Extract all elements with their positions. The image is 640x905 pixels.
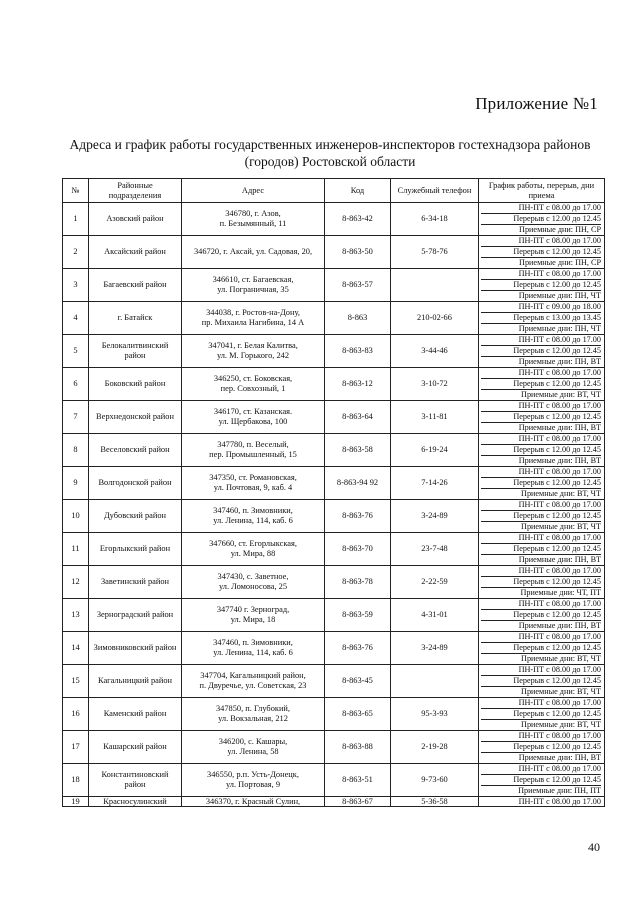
- row-number: 9: [63, 467, 89, 500]
- district-name: Заветинский район: [89, 566, 182, 599]
- schedule-line: Приемные дни: ВТ, ЧТ: [521, 720, 601, 729]
- schedule-line: Перерыв с 12.00 до 12.45: [481, 511, 601, 522]
- address-line: ул. Ленина, 114, каб. 6: [213, 648, 293, 657]
- schedule-line: Приемные дни: ВТ, ЧТ: [521, 489, 601, 498]
- schedule-cell: [479, 368, 605, 401]
- row-number: 3: [63, 269, 89, 302]
- district-name: Дубовский район: [89, 500, 182, 533]
- address-line: ул. Ленина, 114, каб. 6: [213, 516, 293, 525]
- office-phone: 5-78-76: [391, 236, 479, 269]
- address-line: 346550, р.п. Усть-Донецк,: [207, 769, 299, 779]
- schedule-cell: [479, 599, 605, 632]
- schedule-line: ПН-ПТ с 08.00 до 17.00: [481, 434, 601, 445]
- schedule-line: Перерыв с 12.00 до 12.45: [481, 676, 601, 687]
- office-phone: 5-36-58: [391, 797, 479, 807]
- address-cell: [182, 434, 325, 467]
- address-line: ул. М. Горького, 242: [216, 351, 290, 360]
- schedule-line: Приемные дни: ПН, ВТ: [518, 357, 601, 366]
- address-cell: [182, 797, 325, 807]
- schedule-cell: [479, 764, 605, 797]
- address-cell: [182, 599, 325, 632]
- row-number: 6: [63, 368, 89, 401]
- table-header: [63, 179, 605, 203]
- schedule-line: Приемные дни: ВТ, ЧТ: [521, 654, 601, 663]
- office-phone: 3-24-89: [391, 500, 479, 533]
- schedule-line: Приемные дни: ПН, ВТ: [518, 753, 601, 762]
- schedule-cell: [479, 731, 605, 764]
- schedule-line: Перерыв с 12.00 до 12.45: [481, 709, 601, 720]
- address-cell: [182, 698, 325, 731]
- address-line: ул. Пограничная, 35: [217, 285, 289, 294]
- schedule-line: Приемные дни: ПН, ВТ: [518, 456, 601, 465]
- row-number: 13: [63, 599, 89, 632]
- table-body: [63, 203, 605, 807]
- district-name: Белокалитвинский район: [89, 335, 182, 368]
- address-cell: [182, 632, 325, 665]
- schedule-line: Перерыв с 12.00 до 12.45: [481, 214, 601, 225]
- address-line: ул. Мира, 18: [230, 615, 276, 624]
- office-phone: 210-02-66: [391, 302, 479, 335]
- table-row: [63, 401, 605, 434]
- phone-code: 8-863-64: [325, 401, 391, 434]
- schedule-line: Приемные дни: ПН, СР: [519, 225, 601, 234]
- schedule-line: Перерыв с 12.00 до 12.45: [481, 478, 601, 489]
- address-cell: [182, 236, 325, 269]
- phone-code: 8-863-76: [325, 500, 391, 533]
- row-number: 4: [63, 302, 89, 335]
- address-line: 347704, Кагальницкий район,: [200, 670, 306, 680]
- office-phone: 23-7-48: [391, 533, 479, 566]
- schedule-line: Перерыв с 12.00 до 12.45: [481, 412, 601, 423]
- district-name: Зерноградский район: [89, 599, 182, 632]
- schedule-line: ПН-ПТ с 09.00 до 18.00: [481, 302, 601, 313]
- table-row: [63, 236, 605, 269]
- address-line: 346780, г. Азов,: [225, 208, 281, 218]
- schedule-line: Приемные дни: ПН, ВТ: [518, 423, 601, 432]
- address-line: ул. Щербакова, 100: [218, 417, 288, 426]
- address-line: ул. Ленина, 58: [227, 747, 279, 756]
- address-cell: [182, 665, 325, 698]
- district-name: г. Батайск: [89, 302, 182, 335]
- table-row: [63, 533, 605, 566]
- schedule-cell: [479, 401, 605, 434]
- row-number: 19: [63, 797, 89, 807]
- office-phone: 7-14-26: [391, 467, 479, 500]
- phone-code: 8-863-45: [325, 665, 391, 698]
- schedule-line: ПН-ПТ с 08.00 до 17.00: [481, 599, 601, 610]
- page-number: 40: [588, 840, 600, 854]
- schedule-cell: [479, 665, 605, 698]
- schedule-line: ПН-ПТ с 08.00 до 17.00: [481, 731, 601, 742]
- address-line: 347041, г. Белая Калитва,: [208, 340, 298, 350]
- address-cell: [182, 269, 325, 302]
- row-number: 7: [63, 401, 89, 434]
- schedule-line: ПН-ПТ с 08.00 до 17.00: [481, 533, 601, 544]
- phone-code: 8-863: [325, 302, 391, 335]
- office-phone: [391, 665, 479, 698]
- office-phone: 95-3-93: [391, 698, 479, 731]
- table-row: [63, 731, 605, 764]
- schedule-line: Перерыв с 12.00 до 12.45: [481, 775, 601, 786]
- address-cell: [182, 467, 325, 500]
- schedule-line: Перерыв с 12.00 до 12.45: [481, 280, 601, 291]
- address-cell: [182, 368, 325, 401]
- office-phone: 2-19-28: [391, 731, 479, 764]
- district-name: Константиновский район: [89, 764, 182, 797]
- schedule-line: Перерыв с 12.00 до 12.45: [481, 379, 601, 390]
- row-number: 8: [63, 434, 89, 467]
- schedule-line: ПН-ПТ с 08.00 до 17.00: [518, 797, 601, 806]
- row-number: 18: [63, 764, 89, 797]
- address-line: ул. Почтовая, 9, каб. 4: [213, 483, 293, 492]
- office-phone: 3-10-72: [391, 368, 479, 401]
- address-line: ул. Ломоносова, 25: [218, 582, 288, 591]
- header-num: №: [63, 179, 89, 203]
- schedule-line: ПН-ПТ с 08.00 до 17.00: [481, 566, 601, 577]
- schedule-cell: [479, 434, 605, 467]
- district-name: Кагальницкий район: [89, 665, 182, 698]
- address-line: пер. Промышленный, 15: [209, 450, 297, 459]
- district-name: Аксайский район: [89, 236, 182, 269]
- address-line: п. Двуречье, ул. Советская, 23: [199, 681, 307, 690]
- office-phone: 6-19-24: [391, 434, 479, 467]
- address-line: 346370, г. Красный Сулин,: [205, 797, 301, 806]
- table-row: [63, 434, 605, 467]
- schedule-line: Приемные дни: ПН, ПТ: [518, 786, 601, 795]
- header-code: Код: [325, 179, 391, 203]
- table-row: [63, 335, 605, 368]
- schedule-line: ПН-ПТ с 08.00 до 17.00: [481, 335, 601, 346]
- address-line: 346610, ст. Багаевская,: [212, 274, 294, 284]
- header-address: Адрес: [182, 179, 325, 203]
- schedule-cell: [479, 236, 605, 269]
- table-row: [63, 368, 605, 401]
- table-row: [63, 203, 605, 236]
- schedule-cell: [479, 500, 605, 533]
- address-cell: [182, 203, 325, 236]
- schedule-line: Перерыв с 13.00 до 13.45: [481, 313, 601, 324]
- schedule-line: Перерыв с 12.00 до 12.45: [481, 247, 601, 258]
- address-line: 347660, ст. Егорлыкская,: [209, 538, 297, 548]
- address-cell: [182, 731, 325, 764]
- schedule-cell: [479, 467, 605, 500]
- table-row: [63, 269, 605, 302]
- schedule-line: Перерыв с 12.00 до 12.45: [481, 610, 601, 621]
- address-cell: [182, 764, 325, 797]
- address-cell: [182, 566, 325, 599]
- row-number: 11: [63, 533, 89, 566]
- phone-code: 8-863-70: [325, 533, 391, 566]
- district-name: Боковский район: [89, 368, 182, 401]
- office-phone: 3-11-81: [391, 401, 479, 434]
- row-number: 10: [63, 500, 89, 533]
- address-cell: [182, 500, 325, 533]
- schedule-line: ПН-ПТ с 08.00 до 17.00: [481, 368, 601, 379]
- schedule-line: Приемные дни: ПН, ЧТ: [518, 291, 601, 300]
- address-line: 344038, г. Ростов-на-Дону,: [206, 307, 300, 317]
- table-row: [63, 467, 605, 500]
- table-row: [63, 500, 605, 533]
- schedule-cell: [479, 203, 605, 236]
- address-line: 347780, п. Веселый,: [217, 439, 289, 449]
- office-phone: 3-44-46: [391, 335, 479, 368]
- schedule-line: Перерыв с 12.00 до 12.45: [481, 643, 601, 654]
- schedule-line: ПН-ПТ с 08.00 до 17.00: [481, 698, 601, 709]
- inspectors-table: [62, 178, 605, 807]
- schedule-line: ПН-ПТ с 08.00 до 17.00: [481, 203, 601, 214]
- schedule-cell: [479, 698, 605, 731]
- table-row: [63, 665, 605, 698]
- row-number: 5: [63, 335, 89, 368]
- address-line: пр. Михаила Нагибина, 14 А: [201, 318, 305, 327]
- schedule-line: ПН-ПТ с 08.00 до 17.00: [481, 467, 601, 478]
- schedule-line: ПН-ПТ с 08.00 до 17.00: [481, 401, 601, 412]
- row-number: 16: [63, 698, 89, 731]
- table-row: [63, 797, 605, 807]
- schedule-cell: [479, 335, 605, 368]
- schedule-line: Приемные дни: ВТ, ЧТ: [521, 390, 601, 399]
- district-name: Зимовниковский район: [89, 632, 182, 665]
- table-row: [63, 764, 605, 797]
- address-cell: [182, 401, 325, 434]
- header-schedule: График работы, перерыв, дни приема: [479, 179, 605, 203]
- table-row: [63, 566, 605, 599]
- address-line: 346250, ст. Боковская,: [213, 373, 293, 383]
- district-name: Красносулинский: [89, 797, 182, 807]
- row-number: 1: [63, 203, 89, 236]
- schedule-line: Приемные дни: ПН, СР: [519, 258, 601, 267]
- header-phone: Служебный телефон: [391, 179, 479, 203]
- table-row: [63, 698, 605, 731]
- phone-code: 8-863-88: [325, 731, 391, 764]
- row-number: 12: [63, 566, 89, 599]
- address-cell: [182, 335, 325, 368]
- phone-code: 8-863-78: [325, 566, 391, 599]
- address-line: ул. Мира, 88: [230, 549, 276, 558]
- row-number: 14: [63, 632, 89, 665]
- schedule-cell: [479, 302, 605, 335]
- district-name: Верхнедонской район: [89, 401, 182, 434]
- schedule-cell: [479, 797, 605, 807]
- schedule-line: ПН-ПТ с 08.00 до 17.00: [481, 500, 601, 511]
- phone-code: 8-863-83: [325, 335, 391, 368]
- document-title: Адреса и график работы государственных инженеров-инспекторов гостехнадзора районов (городов) Ростовской области: [69, 137, 591, 169]
- schedule-line: Приемные дни: ВТ, ЧТ: [521, 522, 601, 531]
- phone-code: 8-863-94 92: [325, 467, 391, 500]
- address-line: 347350, ст. Романовская,: [209, 472, 297, 482]
- header-district: Районные подразделения: [89, 179, 182, 203]
- schedule-line: ПН-ПТ с 08.00 до 17.00: [481, 632, 601, 643]
- phone-code: 8-863-50: [325, 236, 391, 269]
- schedule-line: Перерыв с 12.00 до 12.45: [481, 544, 601, 555]
- district-name: Каменский район: [89, 698, 182, 731]
- address-line: 347740 г. Зерноград,: [216, 604, 290, 614]
- schedule-line: ПН-ПТ с 08.00 до 17.00: [481, 269, 601, 280]
- address-line: 347460, п. Зимовники,: [213, 637, 293, 647]
- table-row: [63, 302, 605, 335]
- schedule-line: Приемные дни: ЧТ, ПТ: [520, 588, 601, 597]
- schedule-line: Перерыв с 12.00 до 12.45: [481, 445, 601, 456]
- table-row: [63, 632, 605, 665]
- office-phone: 3-24-89: [391, 632, 479, 665]
- district-name: Волгодонской район: [89, 467, 182, 500]
- phone-code: 8-863-58: [325, 434, 391, 467]
- schedule-line: Приемные дни: ПН, ВТ: [518, 555, 601, 564]
- address-line: 346720, г. Аксай, ул. Садовая, 20,: [193, 246, 313, 256]
- phone-code: 8-863-59: [325, 599, 391, 632]
- office-phone: 4-31-01: [391, 599, 479, 632]
- phone-code: 8-863-57: [325, 269, 391, 302]
- address-cell: [182, 533, 325, 566]
- row-number: 17: [63, 731, 89, 764]
- address-line: 347430, с. Заветное,: [217, 571, 289, 581]
- schedule-cell: [479, 566, 605, 599]
- row-number: 2: [63, 236, 89, 269]
- address-line: ул. Вокзальная, 212: [218, 714, 288, 723]
- district-name: Кашарский район: [89, 731, 182, 764]
- schedule-line: Приемные дни: ВТ, ЧТ: [521, 687, 601, 696]
- phone-code: 8-863-51: [325, 764, 391, 797]
- phone-code: 8-863-67: [325, 797, 391, 807]
- schedule-line: Приемные дни: ПН, ВТ: [518, 621, 601, 630]
- phone-code: 8-863-76: [325, 632, 391, 665]
- schedule-line: ПН-ПТ с 08.00 до 17.00: [481, 236, 601, 247]
- address-line: 347460, п. Зимовники,: [213, 505, 293, 515]
- phone-code: 8-863-65: [325, 698, 391, 731]
- row-number: 15: [63, 665, 89, 698]
- office-phone: [391, 269, 479, 302]
- phone-code: 8-863-42: [325, 203, 391, 236]
- schedule-cell: [479, 269, 605, 302]
- office-phone: 9-73-60: [391, 764, 479, 797]
- address-cell: [182, 302, 325, 335]
- address-line: 346170, ст. Казанская.: [213, 406, 293, 416]
- schedule-cell: [479, 632, 605, 665]
- schedule-line: Перерыв с 12.00 до 12.45: [481, 577, 601, 588]
- address-line: ул. Портовая, 9: [225, 780, 281, 789]
- address-line: 347850, п. Глубокий,: [215, 703, 291, 713]
- schedule-line: Перерыв с 12.00 до 12.45: [481, 346, 601, 357]
- schedule-line: ПН-ПТ с 08.00 до 17.00: [481, 665, 601, 676]
- office-phone: 2-22-59: [391, 566, 479, 599]
- address-line: пер. Совхозный, 1: [220, 384, 286, 393]
- district-name: Азовский район: [89, 203, 182, 236]
- schedule-line: ПН-ПТ с 08.00 до 17.00: [481, 764, 601, 775]
- district-name: Егорлыкский район: [89, 533, 182, 566]
- appendix-label: Приложение №1: [475, 94, 598, 113]
- schedule-line: Перерыв с 12.00 до 12.45: [481, 742, 601, 753]
- table-row: [63, 599, 605, 632]
- phone-code: 8-863-12: [325, 368, 391, 401]
- district-name: Багаевский район: [89, 269, 182, 302]
- office-phone: 6-34-18: [391, 203, 479, 236]
- address-line: 346200, с. Кашары,: [218, 736, 288, 746]
- schedule-cell: [479, 533, 605, 566]
- schedule-line: Приемные дни: ПН, ЧТ: [518, 324, 601, 333]
- district-name: Веселовский район: [89, 434, 182, 467]
- address-line: п. Безымянный, 11: [219, 219, 287, 228]
